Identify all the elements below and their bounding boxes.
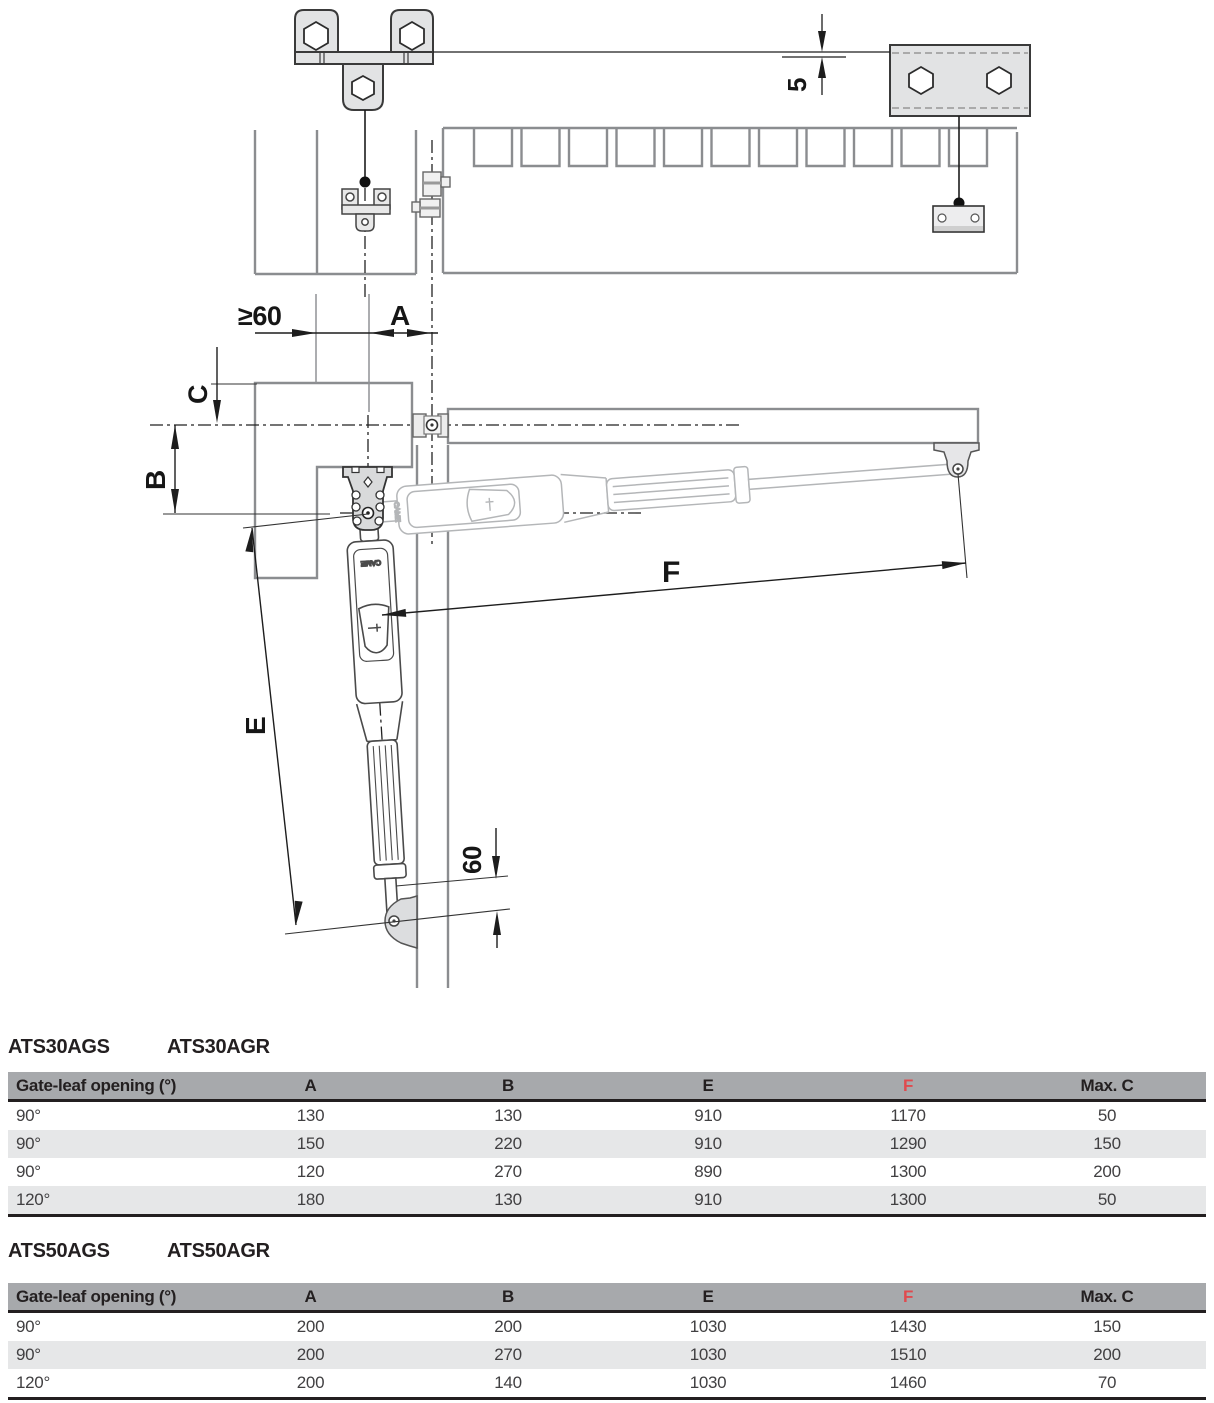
dimension-value-cell: 1170 [890, 1106, 926, 1125]
table-row [8, 1130, 1206, 1158]
column-header: E [608, 1283, 808, 1312]
column-header: B [408, 1072, 608, 1101]
dimension-value-cell: 910 [694, 1190, 722, 1209]
gate-bars [474, 128, 987, 166]
opening-angle-cell: 90° [16, 1345, 41, 1364]
actuator-open-ghost [374, 444, 966, 536]
leader-dot [360, 177, 371, 188]
dim-c-label: C [183, 385, 213, 404]
table-row [8, 1341, 1206, 1369]
dimension-value-cell: 50 [1097, 1106, 1117, 1125]
opening-angle-cell: 90° [16, 1317, 41, 1336]
column-header: F [808, 1072, 1008, 1101]
dimension-value-cell: 50 [1097, 1190, 1117, 1209]
dimension-value-cell: 130 [296, 1106, 325, 1125]
dim-5-label: 5 [782, 78, 812, 92]
column-header: B [408, 1283, 608, 1312]
column-header: E [608, 1072, 808, 1101]
dimension-value-cell: 200 [296, 1373, 325, 1392]
dimension-value-cell: 910 [694, 1106, 722, 1125]
table-row [8, 1186, 1206, 1216]
rear-bracket-detail [890, 45, 1030, 232]
dimension-value-cell: 1030 [689, 1317, 727, 1336]
dim-60-label: 60 [457, 846, 487, 874]
column-header: Gate-leaf opening (°) [8, 1283, 213, 1312]
opening-angle-cell: 120° [16, 1190, 50, 1209]
dimension-value-cell: 1290 [889, 1134, 927, 1153]
dimension-value-cell: 1300 [889, 1190, 927, 1209]
hinge-front-view [412, 172, 450, 217]
dimension-value-cell: 130 [494, 1106, 522, 1125]
table-row [8, 1101, 1206, 1131]
column-header: Max. C [1008, 1072, 1206, 1101]
dim-ge60-label: ≥60 [238, 301, 282, 331]
column-header: Gate-leaf opening (°) [8, 1072, 213, 1101]
came-brand-text: CAME [392, 501, 401, 523]
dim-f-label: F [662, 556, 680, 589]
dimension-value-cell: 150 [1093, 1134, 1121, 1153]
table2-model-right: ATS50AGR [167, 1240, 270, 1262]
dimension-value-cell: 150 [296, 1134, 325, 1153]
dimension-value-cell: 1030 [689, 1345, 727, 1364]
column-header: A [213, 1072, 408, 1101]
dimension-value-cell: 1300 [889, 1162, 927, 1181]
table1-model-right: ATS30AGR [167, 1036, 270, 1058]
dimension-value-cell: 140 [494, 1373, 522, 1392]
dim-b-label: B [140, 470, 171, 490]
dimension-value-cell: 200 [1093, 1345, 1121, 1364]
front-bracket-fixing-plan [342, 189, 390, 231]
dimension-value-cell: 270 [494, 1162, 522, 1181]
dimension-5 [433, 14, 890, 95]
opening-angle-cell: 90° [16, 1162, 41, 1181]
dimension-value-cell: 200 [1093, 1162, 1121, 1181]
dimension-value-cell: 1510 [889, 1345, 927, 1364]
hinge-plan [413, 414, 448, 437]
dimension-value-cell: 1430 [889, 1317, 927, 1336]
opening-angle-cell: 90° [16, 1106, 41, 1125]
dim-a-label: A [390, 300, 410, 331]
dimension-value-cell: 270 [494, 1345, 522, 1364]
table-row [8, 1369, 1206, 1399]
front-bracket-detail [295, 10, 433, 110]
column-header: A [213, 1283, 408, 1312]
column-header: Max. C [1008, 1283, 1206, 1312]
dimension-value-cell: 200 [296, 1317, 325, 1336]
dimension-value-cell: 890 [694, 1162, 722, 1181]
dimension-value-cell: 130 [494, 1190, 522, 1209]
table-row [8, 1158, 1206, 1186]
dimension-value-cell: 1030 [689, 1373, 727, 1392]
front-bracket-leader [360, 110, 371, 188]
dimension-value-cell: 150 [1093, 1317, 1121, 1336]
dimension-value-cell: 70 [1097, 1373, 1117, 1392]
came-brand-text: CAME [360, 558, 382, 567]
dimension-c [183, 347, 257, 423]
gate-front-view [255, 128, 1017, 274]
dimension-value-cell: 220 [494, 1134, 522, 1153]
dimension-table-ats50 [8, 1283, 1206, 1400]
dimension-value-cell: 120 [296, 1162, 325, 1181]
dimension-value-cell: 200 [494, 1317, 522, 1336]
table2-model-left: ATS50AGS [8, 1240, 110, 1262]
table-row [8, 1312, 1206, 1342]
gate-leaf-plan-view [448, 409, 978, 443]
table1-model-left: ATS30AGS [8, 1036, 110, 1058]
opening-angle-cell: 90° [16, 1134, 41, 1153]
dimension-value-cell: 200 [296, 1345, 325, 1364]
column-header: F [808, 1283, 1008, 1312]
opening-angle-cell: 120° [16, 1373, 50, 1392]
dimension-value-cell: 910 [694, 1134, 722, 1153]
dimension-value-cell: 180 [296, 1190, 325, 1209]
dim-e-label: E [240, 716, 271, 735]
dimension-table-ats30 [8, 1072, 1206, 1217]
centerlines [150, 140, 740, 933]
dimension-value-cell: 1460 [889, 1373, 927, 1392]
